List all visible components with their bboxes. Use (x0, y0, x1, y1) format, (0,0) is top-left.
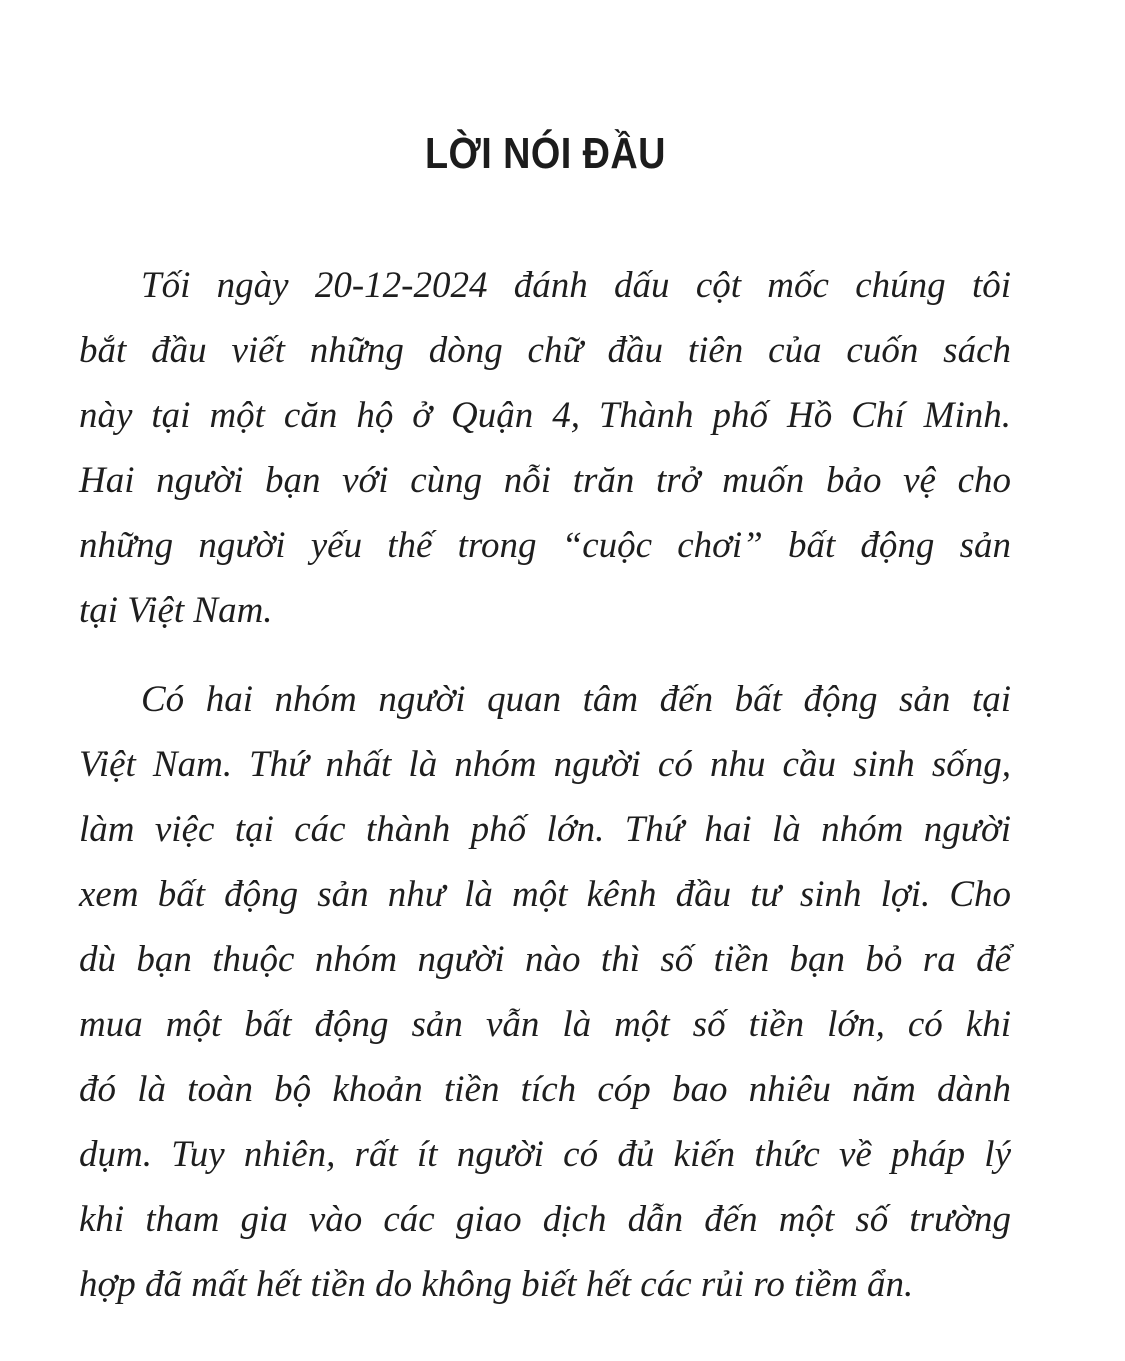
paragraph-line: làm việc tại các thành phố lớn. Thứ hai là nhóm người (79, 809, 1011, 850)
paragraph-line: Hai người bạn với cùng nỗi trăn trở muốn bảo vệ cho (79, 460, 1011, 501)
paragraph-line: dù bạn thuộc nhóm người nào thì số tiền bạn bỏ ra để (79, 939, 1011, 980)
paragraph-line: tại Việt Nam. (79, 590, 273, 631)
paragraph-line: này tại một căn hộ ở Quận 4, Thành phố Hồ Chí Minh. (79, 395, 1011, 436)
paragraph-line: Việt Nam. Thứ nhất là nhóm người có nhu cầu sinh sống, (79, 744, 1011, 785)
paragraph-line: khi tham gia vào các giao dịch dẫn đến một số trường (79, 1199, 1011, 1240)
paragraph-line: những người yếu thế trong “cuộc chơi” bất động sản (79, 525, 1011, 566)
paragraph-line: hợp đã mất hết tiền do không biết hết các rủi ro tiềm ẩn. (79, 1264, 914, 1305)
paragraph-line: dụm. Tuy nhiên, rất ít người có đủ kiến thức về pháp lý (79, 1134, 1011, 1175)
paragraph-line: đó là toàn bộ khoản tiền tích cóp bao nhiêu năm dành (79, 1069, 1011, 1110)
paragraph-line: Có hai nhóm người quan tâm đến bất động sản tại (141, 679, 1011, 720)
page-title: LỜI NÓI ĐẦU (424, 129, 666, 178)
paragraph-line: xem bất động sản như là một kênh đầu tư sinh lợi. Cho (79, 874, 1011, 915)
body-text (79, 253, 1011, 1317)
paragraph-2 (79, 667, 1011, 1317)
paragraph-line: Tối ngày 20-12-2024 đánh dấu cột mốc chúng tôi (141, 265, 1011, 306)
paragraph-spacer (79, 643, 1011, 667)
paragraph-line: bắt đầu viết những dòng chữ đầu tiên của cuốn sách (79, 330, 1011, 371)
paragraph-1 (79, 253, 1011, 643)
paragraph-line: mua một bất động sản vẫn là một số tiền lớn, có khi (79, 1004, 1011, 1045)
